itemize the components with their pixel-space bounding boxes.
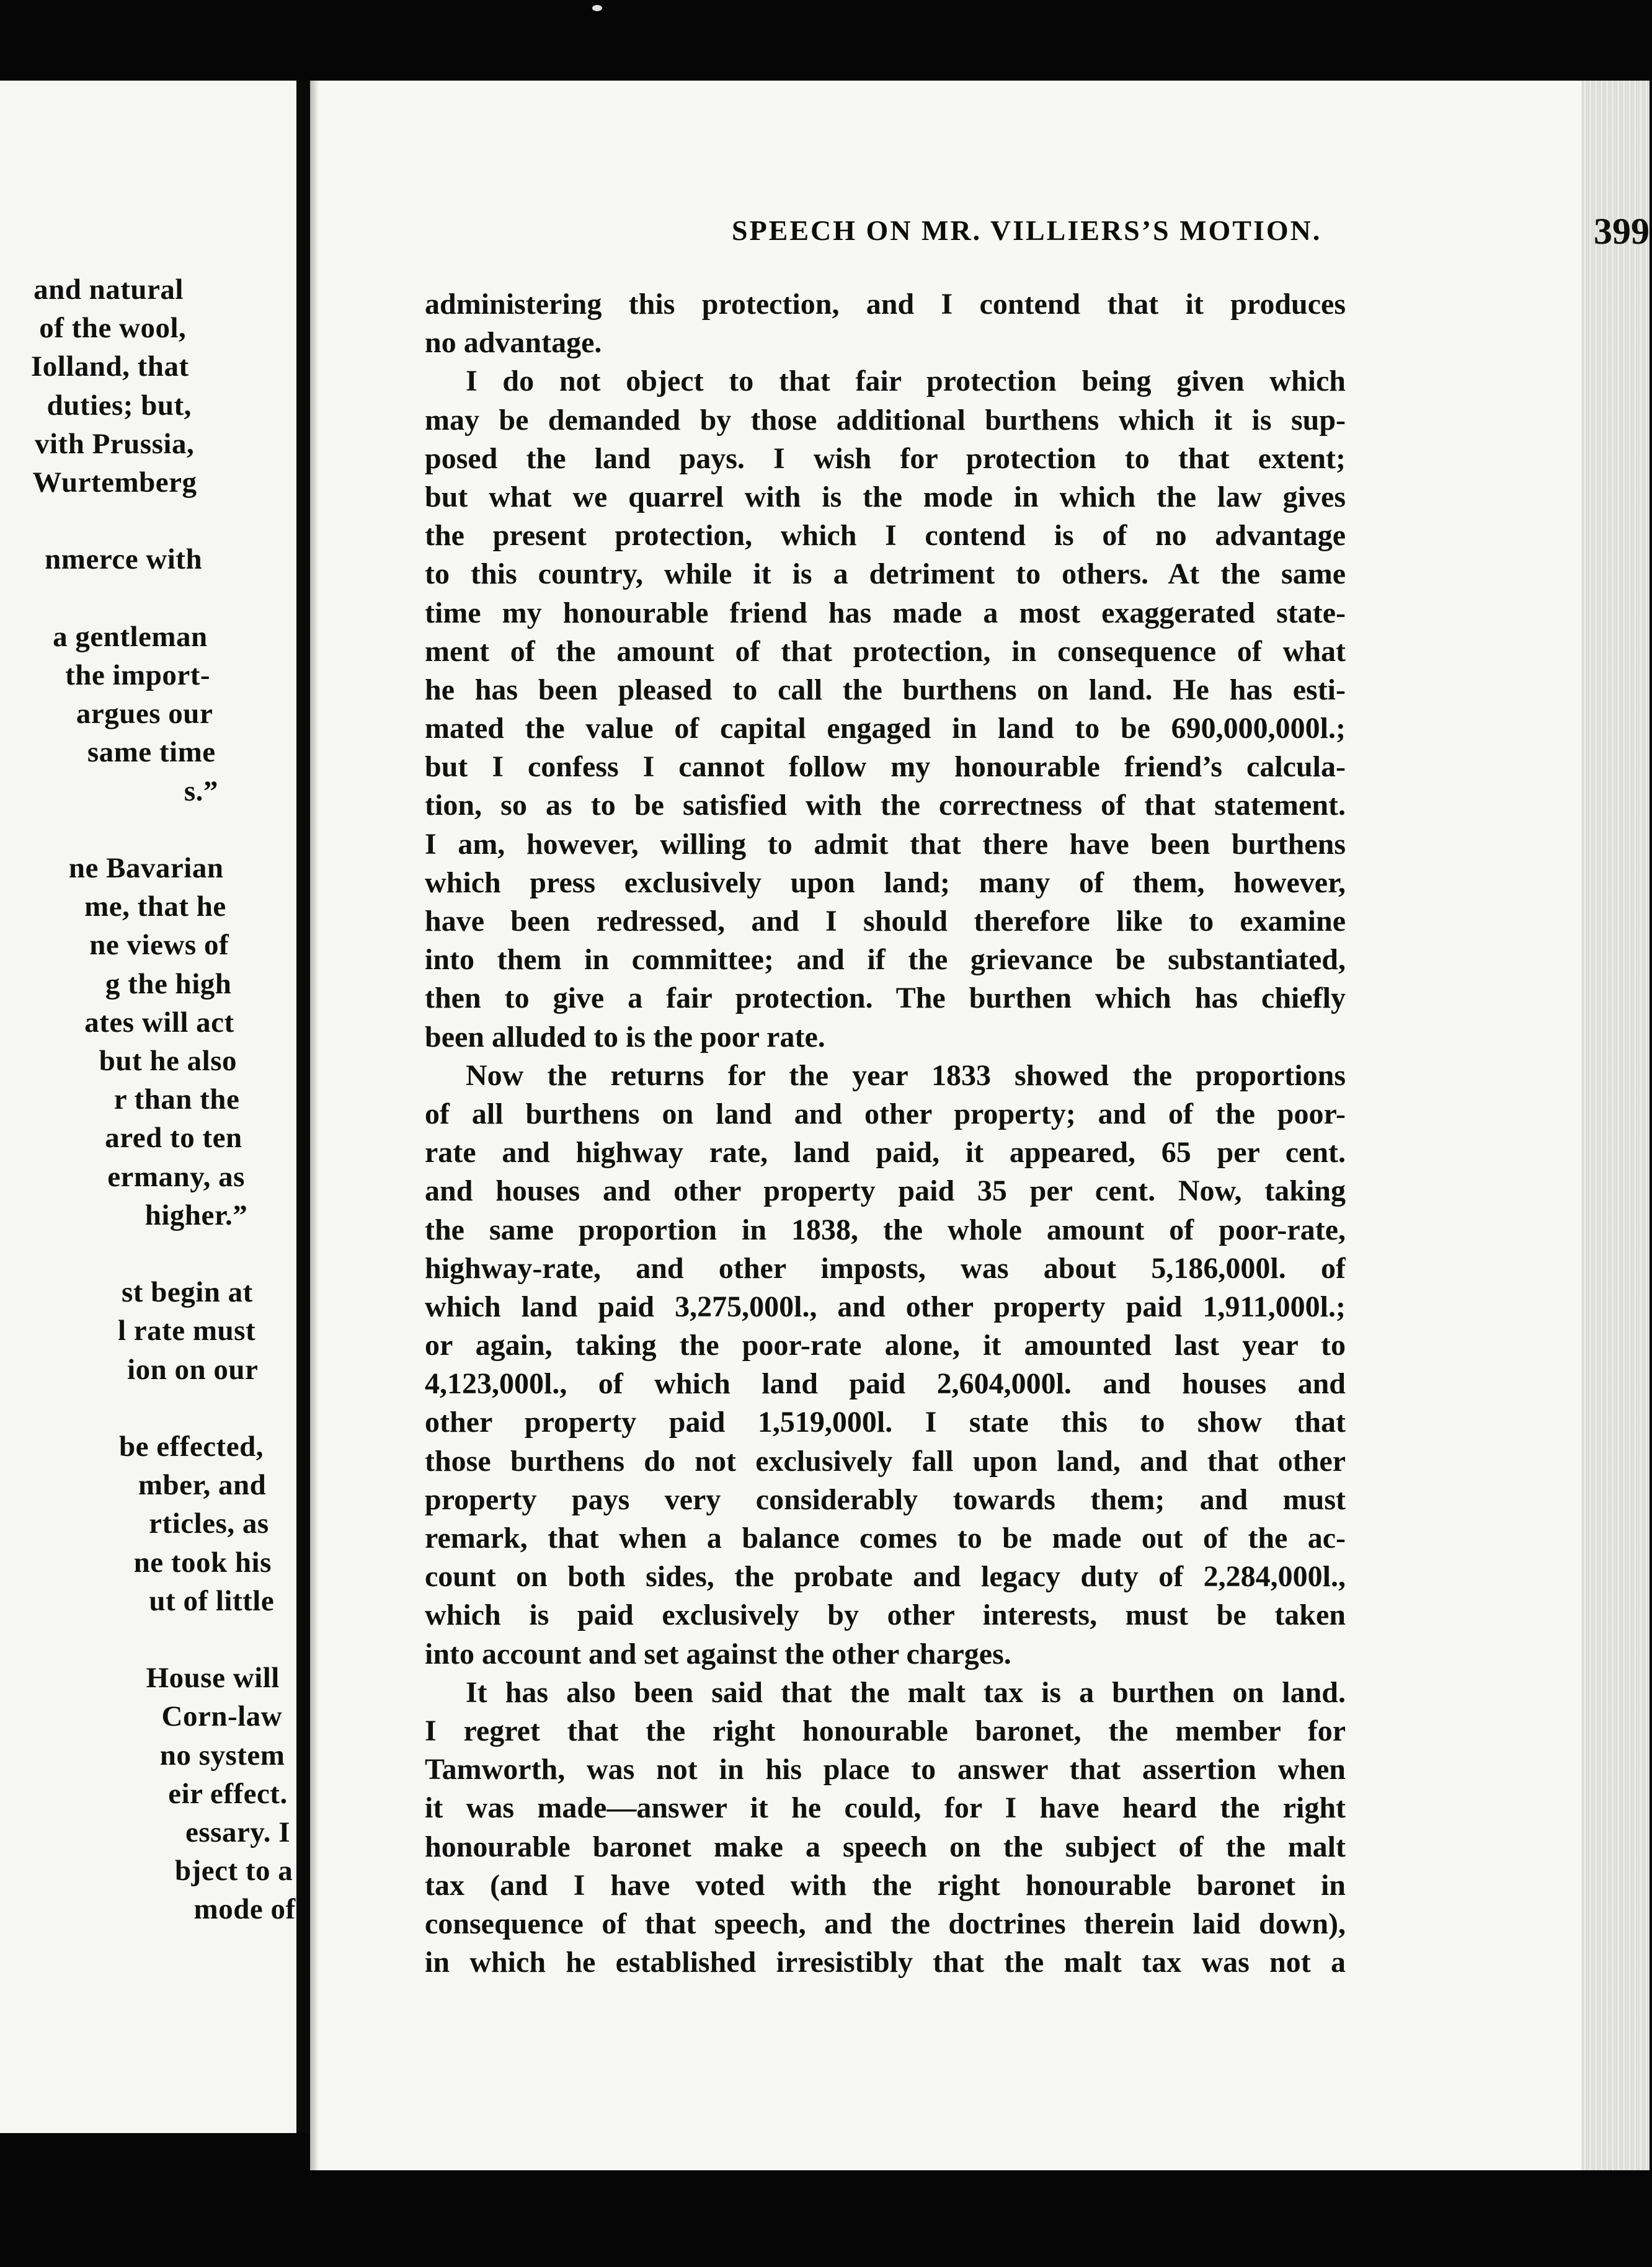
scan-artifact xyxy=(592,5,602,11)
left-page-line: eir effect. xyxy=(168,1777,288,1810)
left-page-line: a gentleman xyxy=(53,620,208,653)
text-line: posed the land pays. I wish for protection to that extent; xyxy=(425,441,1346,475)
text-line: I regret that the right honourable baronet, the member for xyxy=(425,1714,1346,1747)
left-page-line: be effected, xyxy=(118,1431,264,1463)
left-page-line: ne Bavarian xyxy=(68,852,224,884)
text-line: been alluded to is the poor rate. xyxy=(425,1020,825,1054)
text-line: it was made—answer it he could, for I have heard the right xyxy=(425,1791,1346,1825)
left-page-line: r than the xyxy=(113,1083,240,1116)
left-page-line: argues our xyxy=(76,698,213,730)
text-line: It has also been said that the malt tax is a burthen on land. xyxy=(466,1675,1346,1709)
text-line: which is paid exclusively by other interests, must be taken xyxy=(425,1599,1346,1632)
text-line: but I confess I cannot follow my honourable friend’s calcula- xyxy=(425,750,1346,784)
left-page xyxy=(0,81,296,2133)
left-page-line: and natural xyxy=(33,273,184,306)
text-line: rate and highway rate, land paid, it appeared, 65 per cent. xyxy=(425,1136,1346,1169)
text-line: and houses and other property paid 35 per cent. Now, taking xyxy=(425,1174,1346,1208)
body-text xyxy=(425,285,1346,1982)
text-line: highway-rate, and other imposts, was about 5,186,000l. of xyxy=(425,1251,1346,1285)
text-line: count on both sides, the probate and legacy duty of 2,284,000l., xyxy=(425,1560,1346,1594)
left-page-line: ion on our xyxy=(127,1353,259,1386)
left-page-line: me, that he xyxy=(84,890,226,923)
right-page xyxy=(310,81,1650,2170)
text-line: tax (and I have voted with the right honourable baronet in xyxy=(425,1868,1346,1902)
text-line: into account and set against the other charges. xyxy=(425,1637,1011,1670)
page-edges xyxy=(1581,81,1650,2170)
left-page-line: Corn-law xyxy=(161,1700,283,1733)
left-page-line: Wurtemberg xyxy=(32,466,197,499)
text-line: no advantage. xyxy=(425,326,602,360)
left-page-line: ne took his xyxy=(133,1546,272,1579)
left-page-line: duties; but, xyxy=(47,389,192,422)
text-line: remark, that when a balance comes to be made out of the ac- xyxy=(425,1522,1346,1555)
text-line: 4,123,000l., of which land paid 2,604,000l. and houses and xyxy=(425,1367,1346,1401)
left-page-line: ut of little xyxy=(149,1584,275,1617)
left-page-line: s.” xyxy=(184,774,218,807)
left-page-line: the import- xyxy=(65,659,210,691)
text-line: mated the value of capital engaged in land to be 690,000,000l.; xyxy=(425,712,1346,745)
text-line: ment of the amount of that protection, in consequence of what xyxy=(425,634,1346,668)
text-line: he has been pleased to call the burthens on land. He has esti- xyxy=(425,673,1346,706)
text-line: or again, taking the poor-rate alone, it amounted last year to xyxy=(425,1329,1346,1362)
left-page-line: l rate must xyxy=(117,1315,256,1347)
text-line: the present protection, which I contend is of no advantage xyxy=(425,519,1346,552)
text-line: which press exclusively upon land; many of them, however, xyxy=(425,866,1346,899)
text-line: other property paid 1,519,000l. I state this to show that xyxy=(425,1406,1346,1439)
text-line: time my honourable friend has made a most exaggerated state- xyxy=(425,596,1346,629)
text-line: then to give a fair protection. The burthen which has chiefly xyxy=(425,982,1346,1015)
text-line: I am, however, willing to admit that there have been burthens xyxy=(425,827,1346,861)
text-line: administering this protection, and I contend that it produces xyxy=(425,288,1346,321)
left-page-line: of the wool, xyxy=(39,312,187,345)
left-page-line: rticles, as xyxy=(149,1507,269,1540)
text-line: in which he established irresistibly that the malt tax was not a xyxy=(425,1946,1346,1979)
left-page-line: mber, and xyxy=(138,1469,267,1502)
left-page-line: ermany, as xyxy=(107,1160,245,1193)
text-line: of all burthens on land and other property; and of the poor- xyxy=(425,1097,1346,1130)
text-line: honourable baronet make a speech on the subject of the malt xyxy=(425,1830,1346,1863)
text-line: Now the returns for the year 1833 showed the proportions xyxy=(466,1058,1346,1092)
left-page-line: Iolland, that xyxy=(30,350,189,383)
left-page-line: g the high xyxy=(105,967,232,1000)
left-page-line: but he also xyxy=(99,1045,237,1077)
text-line: which land paid 3,275,000l., and other property paid 1,911,000l.; xyxy=(425,1290,1346,1323)
left-page-line: same time xyxy=(87,736,216,769)
running-title: SPEECH ON MR. VILLIERS’S MOTION. xyxy=(732,215,1322,246)
text-line: consequence of that speech, and the doctrines therein laid down), xyxy=(425,1907,1346,1940)
left-page-line: ared to ten xyxy=(105,1122,242,1155)
text-line: have been redressed, and I should therefore like to examine xyxy=(425,905,1346,938)
text-line: tion, so as to be satisfied with the correctness of that statement. xyxy=(425,789,1346,822)
text-line: but what we quarrel with is the mode in which the law gives xyxy=(425,480,1346,513)
running-head xyxy=(732,211,1650,264)
text-line: those burthens do not exclusively fall upon land, and that other xyxy=(425,1444,1346,1478)
left-page-line: House will xyxy=(146,1662,280,1695)
left-page-line: vith Prussia, xyxy=(35,427,195,460)
text-line: Tamworth, was not in his place to answer that assertion when xyxy=(425,1753,1346,1786)
left-page-line: higher.” xyxy=(144,1199,248,1231)
page-gutter-shade xyxy=(310,81,319,2170)
left-page-text xyxy=(0,81,296,2133)
left-page-line: essary. I xyxy=(185,1816,290,1848)
left-page-line: st begin at xyxy=(122,1276,253,1309)
left-page-line: ates will act xyxy=(84,1006,234,1039)
text-line: property pays very considerably towards them; and must xyxy=(425,1483,1346,1516)
left-page-line: nmerce with xyxy=(45,543,203,576)
left-page-line: mode of xyxy=(193,1893,296,1926)
left-page-line: ne views of xyxy=(89,929,229,962)
text-line: may be demanded by those additional burthens which it is sup- xyxy=(425,403,1346,437)
text-line: to this country, while it is a detriment to others. At the same xyxy=(425,557,1346,591)
text-line: the same proportion in 1838, the whole amount of poor-rate, xyxy=(425,1213,1346,1246)
left-page-line: bject to a xyxy=(174,1855,293,1888)
left-page-line: no system xyxy=(159,1739,285,1772)
page-number: 399 xyxy=(1594,211,1650,252)
text-line: I do not object to that fair protection being given which xyxy=(466,365,1346,398)
text-line: into them in committee; and if the grievance be substantiated, xyxy=(425,943,1346,977)
